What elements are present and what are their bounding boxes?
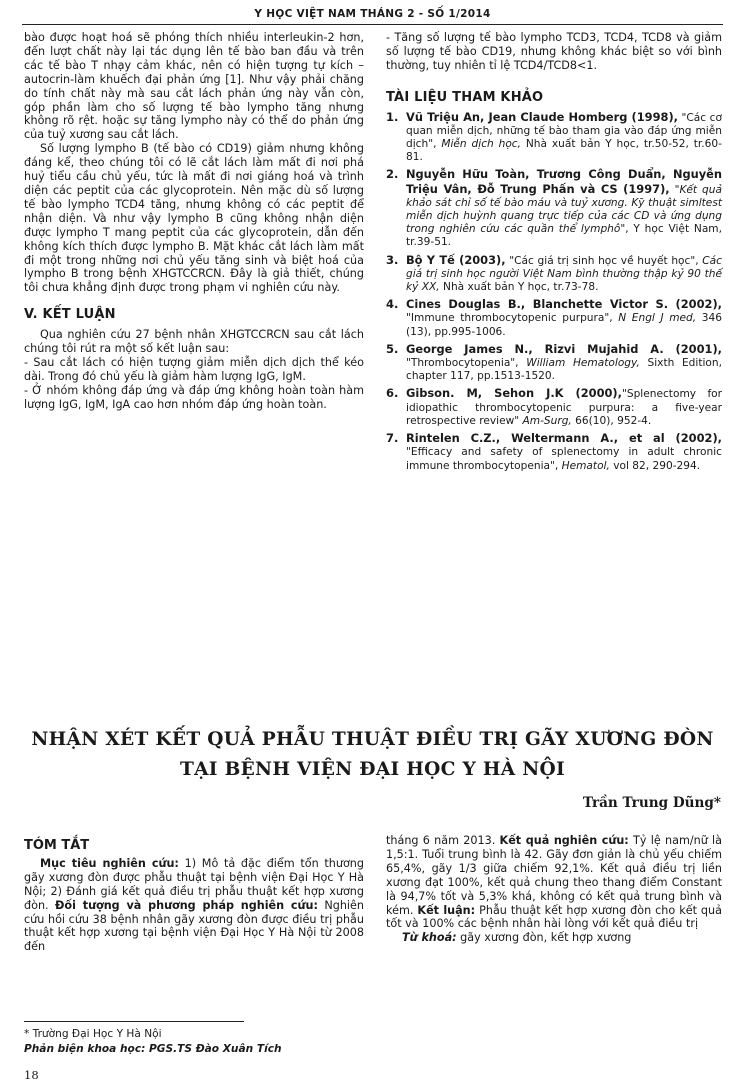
- reference-item: [386, 111, 722, 165]
- reference-item: [386, 343, 722, 384]
- reference-text: "Splenectomy for idiopathic thrombocytopenic purpura: a five-year retrospective review": [406, 388, 723, 427]
- keywords-label: Từ khoá:: [402, 931, 457, 945]
- conclusion-point: - Sau cắt lách có hiện tượng giảm miễn dịch dịch thể kéo dài. Trong đó chủ yếu là giảm hàm lượng IgG, IgM.: [24, 355, 364, 383]
- conclusion-text: Phẫu thuật kết hợp xương đòn cho kết quả tốt và 100% các bệnh nhân hài lòng với kết quả điều trị: [386, 903, 722, 931]
- reference-authors: George James N., Rizvi Mujahid A. (2001),: [406, 341, 722, 356]
- conclusion-intro: Qua nghiên cứu 27 bệnh nhân XHGTCCRCN sau cắt lách chúng tôi rút ra một số kết luận sau:: [24, 328, 364, 356]
- body-paragraph: - Tăng số lượng tế bào lympho TCD3, TCD4, TCD8 và giảm số lượng tế bào CD19, nhưng không khác biệt so với bình thường, tuy nhiên tỉ lệ TCD4/TCD8<1.: [386, 31, 722, 72]
- body-paragraph: Số lượng lympho B (tế bào có CD19) giảm nhưng không đáng kể, theo chúng tôi có lẽ cắt lách làm mất đi nơi phá huỷ tiểu cầu chủ yếu, tức là mất đi nơi giáng hoá và trình diện các peptit của các glycoprotein. Nên mặc dù số lượng tế bào lympho TCD4 tăng, nhưng không có các peptit để nhận diện. Và như vậy lympho B cũng không nhận diện được lympho T mang peptit của các glycoprotein, dẫn đến không kích thích được lympho B. Mặt khác cắt lách làm mất đi một trong những nơi chủ yếu tăng sinh và biệt hoá của lympho B trong bệnh XHGTCCRCN. Đây là giả thiết, chúng tôi chưa khẳng định được trong phạm vi nghiên cứu này.: [24, 142, 364, 295]
- body-paragraph: bào được hoạt hoá sẽ phóng thích nhiều interleukin-2 hơn, đến lượt chất này lại tác dụng lên tế bào ban đầu và trên các tế bào T nhạy cảm khác, nên có hiện tượng tự kích – autocrin-làm khuếch đại phản ứng [1]. Như vậy phải chăng do tính chất này mà sau cắt lách phản ứng này vẫn còn, góp phần làm cho số lượng tế bào lympho tăng nhưng không rõ rệt. hoặc sự tăng lympho này có thể do phản ứng của tuỷ xương sau cắt lách.: [24, 31, 364, 142]
- methods-label: Đối tượng và phương pháp nghiên cứu:: [55, 898, 318, 912]
- abstract-paragraph: [24, 857, 364, 954]
- reference-item: [386, 387, 722, 428]
- reference-number: 7.: [386, 431, 399, 446]
- reference-number: 1.: [386, 109, 399, 124]
- reference-number: 5.: [386, 341, 399, 356]
- reference-number: 6.: [386, 386, 399, 401]
- running-header: Y HỌC VIỆT NAM THÁNG 2 - SỐ 1/2014: [22, 8, 723, 25]
- abstract-heading: TÓM TẮT: [24, 838, 90, 853]
- objective-label: Mục tiêu nghiên cứu:: [40, 856, 179, 870]
- reference-number: 2.: [386, 167, 399, 182]
- methods-text: Nghiên cứu hồi cứu 38 bệnh nhân gãy xương đòn được điều trị phẫu thuật kết hợp xương tại bệnh viện Đại Học Y Hà Nội từ 2008 đến: [24, 898, 365, 954]
- results-text: Tỷ lệ nam/nữ là 1,5:1. Tuổi trung bình là 42. Gãy đơn giản là chủ yếu chiếm 65,4%, gãy 1/3 giữa chiếm 92,1%. Kết quả điều trị liền xương đạt 100%, kết quả chung theo thang điểm Constant là 94,7% tốt và 5,3% khá, không có kết quả trung bình và kém.: [386, 834, 723, 917]
- abstract-left: [24, 839, 364, 954]
- reference-item: [386, 254, 722, 295]
- reference-source: Am-Surg,: [522, 414, 572, 427]
- abstract-right: [386, 834, 722, 945]
- keywords-text: gãy xương đòn, kết hợp xương: [456, 931, 632, 945]
- reference-authors: Bộ Y Tế (2003),: [406, 252, 506, 267]
- page-number: 18: [24, 1068, 39, 1082]
- reference-text: Nhà xuất bản Y học, tr.73-78.: [439, 281, 599, 294]
- reference-number: 3.: [386, 252, 399, 267]
- conclusion-point: - Ở nhóm không đáp ứng và đáp ứng không hoàn toàn hàm lượng IgG, IgM, IgA cao hơn nhóm đáp ứng hoàn toàn.: [24, 383, 364, 411]
- article-title-line: TẠI BỆNH VIỆN ĐẠI HỌC Y HÀ NỘI: [179, 759, 566, 780]
- article-title-line: NHẬN XÉT KẾT QUẢ PHẪU THUẬT ĐIỀU TRỊ GÃY XƯƠNG ĐÒN: [31, 729, 714, 750]
- reference-text: "Các cơ quan miễn dịch, những tế bào tham gia vào đáp ứng miễn dịch",: [406, 111, 722, 151]
- reference-text: "Các giá trị sinh học về huyết học",: [505, 254, 703, 267]
- reference-text: Nhà xuất bản Y học, tr.50-52, tr.60-81.: [406, 138, 722, 164]
- reference-text: 346 (13), pp.995-1006.: [406, 312, 722, 338]
- reference-authors: Nguyễn Hữu Toàn, Trương Công Duẩn, Nguyễn Triệu Vân, Đỗ Trung Phấn và CS (1997),: [406, 167, 722, 196]
- footnote-reviewer: Phản biện khoa học: PGS.TS Đào Xuân Tích: [24, 1043, 282, 1055]
- reference-authors: Vũ Triệu An, Jean Claude Homberg (1998),: [406, 109, 678, 124]
- reference-text: ", Y học Việt Nam, tr.39-51.: [406, 223, 722, 249]
- objective-text: 1) Mô tả đặc điểm tổn thương gãy xương đòn được phẫu thuật tại bệnh viện Đại Học Y Hà Nội; 2) Đánh giá kết quả điều trị phẫu thuật kết hợp xương đòn.: [24, 856, 365, 912]
- reference-number: 4.: [386, 297, 399, 312]
- right-column: [386, 31, 722, 477]
- reference-source: Miễn dịch học,: [441, 138, 521, 151]
- reference-source: Các giá trị sinh học người Việt Nam bình thường thập kỷ 90 thế kỷ XX,: [406, 254, 722, 294]
- reference-source: William Hematology,: [526, 357, 640, 370]
- left-column: [24, 31, 364, 412]
- reference-authors: Cines Douglas B., Blanchette Victor S. (2002),: [406, 297, 722, 312]
- reference-item: [386, 168, 722, 249]
- footnote: [24, 1027, 282, 1057]
- references-heading: TÀI LIỆU THAM KHẢO: [386, 89, 544, 105]
- results-label: Kết quả nghiên cứu:: [499, 834, 629, 847]
- reference-source: N Engl J med,: [618, 312, 697, 325]
- reference-item: [386, 298, 722, 339]
- conclusion-heading: V. KẾT LUẬN: [24, 307, 116, 323]
- reference-text: ": [669, 183, 680, 196]
- reference-text: vol 82, 290-294.: [609, 459, 701, 472]
- reference-text: Sixth Edition, chapter 117, pp.1513-1520.: [406, 357, 722, 383]
- article-title: [24, 725, 721, 785]
- reference-text: "Immune thrombocytopenic purpura",: [406, 312, 619, 325]
- abstract-paragraph: [386, 834, 722, 931]
- reference-text: "Thrombocytopenia",: [406, 357, 527, 370]
- abstract-text: tháng 6 năm 2013.: [386, 834, 500, 847]
- reference-authors: Rintelen C.Z., Weltermann A., et al (2002),: [406, 431, 722, 446]
- reference-source: Hematol,: [561, 459, 610, 472]
- reference-list: [386, 111, 722, 473]
- reference-source: Kết quả khảo sát chỉ số tế bào máu và tuỷ xương. Kỹ thuật simltest miễn dịch huỳnh quang trực tiếp của các CD và ứng dụng trong nghiên cứu các quần thể lymphô: [406, 183, 722, 236]
- reference-text: 66(10), 952-4.: [571, 414, 652, 427]
- reference-authors: Gibson. M, Sehon J.K (2000),: [406, 386, 622, 401]
- footnote-affiliation: * Trường Đại Học Y Hà Nội: [24, 1028, 162, 1040]
- reference-text: "Efficacy and safety of splenectomy in adult chronic immune thrombocytopenia",: [406, 446, 722, 472]
- conclusion-label: Kết luận:: [417, 903, 476, 917]
- footnote-divider: [24, 1021, 244, 1022]
- reference-item: [386, 432, 722, 473]
- keywords-line: [386, 931, 722, 945]
- article-author: Trần Trung Dũng*: [582, 795, 721, 811]
